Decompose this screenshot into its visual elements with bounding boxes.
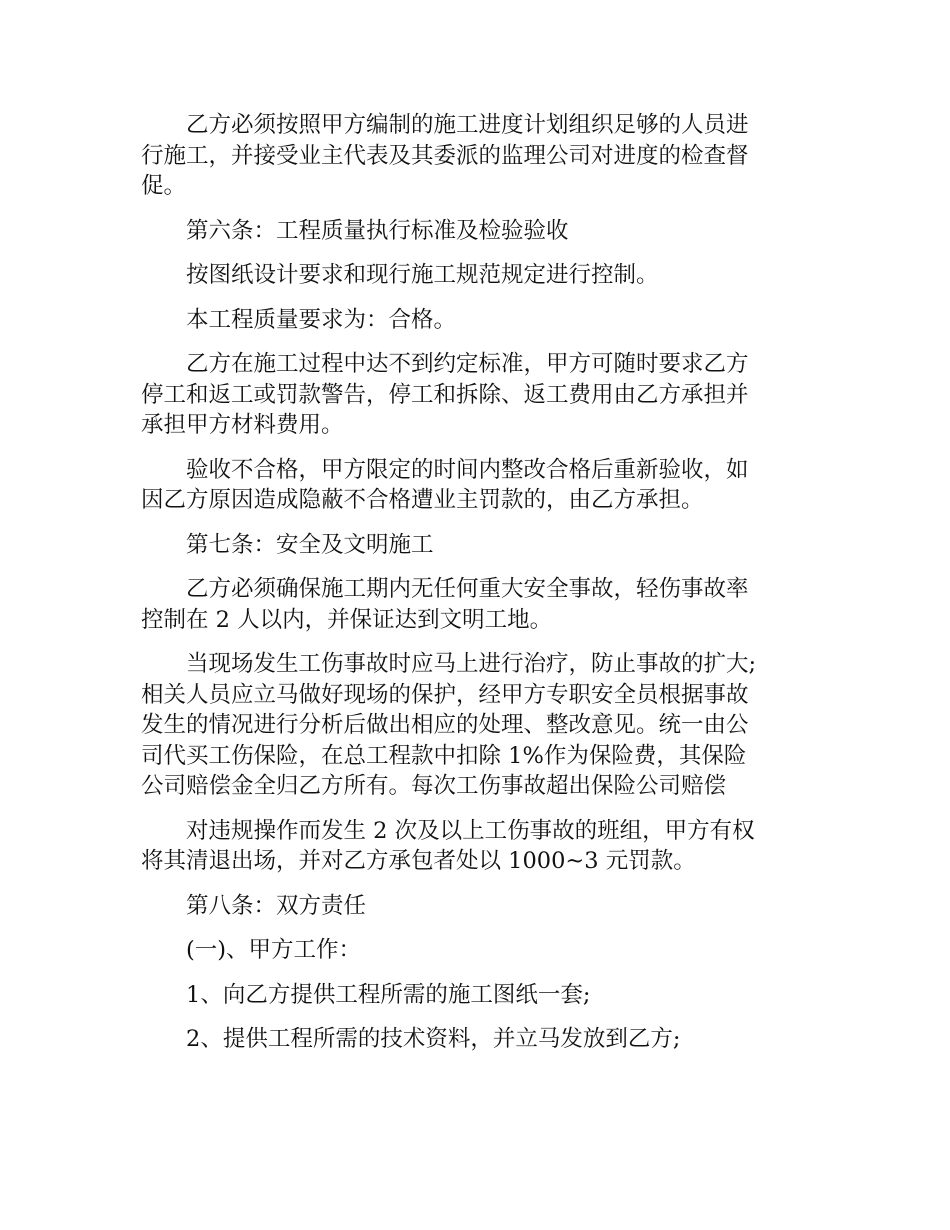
text-line: 行施工，并接受业主代表及其委派的监理公司对进度的检查督 — [141, 142, 749, 169]
article-6-heading — [141, 216, 813, 247]
section-party-a-work — [141, 935, 813, 966]
text-line: 承担甲方材料费用。 — [141, 412, 344, 438]
text-line: 当现场发生工伤事故时应马上进行治疗，防止事故的扩大; — [186, 651, 757, 677]
text-line: 对违规操作而发生 2 次及以上工伤事故的班组，甲方有权 — [186, 817, 755, 844]
text-line: 促。 — [141, 173, 187, 199]
text-line: 验收不合格，甲方限定的时间内整改合格后重新验收，如 — [186, 456, 749, 483]
text-line: 乙方必须确保施工期内无任何重大安全事故，轻伤事故率 — [186, 576, 749, 602]
text-line: 司代买工伤保险，在总工程款中扣除 1%作为保险费，其保险 — [141, 742, 747, 769]
text-line: 第七条：安全及文明施工 — [186, 531, 434, 558]
text-line: 控制在 2 人以内，并保证达到文明工地。 — [141, 606, 553, 633]
paragraph-quality-penalty — [141, 349, 813, 441]
paragraph-safety-requirement — [141, 574, 813, 635]
article-8-heading — [141, 891, 813, 922]
text-line: 乙方必须按照甲方编制的施工进度计划组织足够的人员进 — [186, 112, 749, 138]
text-line: 因乙方原因造成隐蔽不合格遭业主罚款的，由乙方承担。 — [141, 487, 704, 513]
text-line: 发生的情况进行分析后做出相应的处理、整改意见。统一由公 — [141, 712, 749, 738]
text-line: 1、向乙方提供工程所需的施工图纸一套; — [186, 981, 591, 1008]
text-line: 公司赔偿金全归乙方所有。每次工伤事故超出保险公司赔偿 — [141, 773, 727, 799]
document-body — [141, 110, 813, 1069]
list-item-technical-data — [141, 1024, 813, 1055]
text-line: 第六条：工程质量执行标准及检验验收 — [186, 217, 569, 244]
list-item-drawings — [141, 980, 813, 1011]
paragraph-acceptance-failure — [141, 455, 813, 516]
text-line: 停工和返工或罚款警告，停工和拆除、返工费用由乙方承担并 — [141, 381, 749, 408]
text-line: 将其清退出场，并对乙方承包者处以 1000~3 元罚款。 — [141, 848, 696, 874]
paragraph-quality-control — [141, 260, 813, 291]
paragraph-violation-penalty — [141, 816, 813, 877]
text-line: 本工程质量要求为：合格。 — [186, 306, 457, 333]
text-line: (一)、甲方工作： — [186, 937, 362, 963]
text-line: 相关人员应立马做好现场的保护，经甲方专职安全员根据事故 — [141, 681, 749, 708]
text-line: 乙方在施工过程中达不到约定标准，甲方可随时要求乙方 — [186, 351, 749, 377]
article-7-heading — [141, 530, 813, 561]
paragraph-quality-requirement — [141, 305, 813, 336]
text-line: 2、提供工程所需的技术资料，并立马发放到乙方; — [186, 1026, 681, 1052]
text-line: 按图纸设计要求和现行施工规范规定进行控制。 — [186, 262, 659, 288]
text-line: 第八条：双方责任 — [186, 892, 367, 919]
paragraph-progress-requirement — [141, 110, 813, 202]
paragraph-injury-handling — [141, 649, 813, 802]
